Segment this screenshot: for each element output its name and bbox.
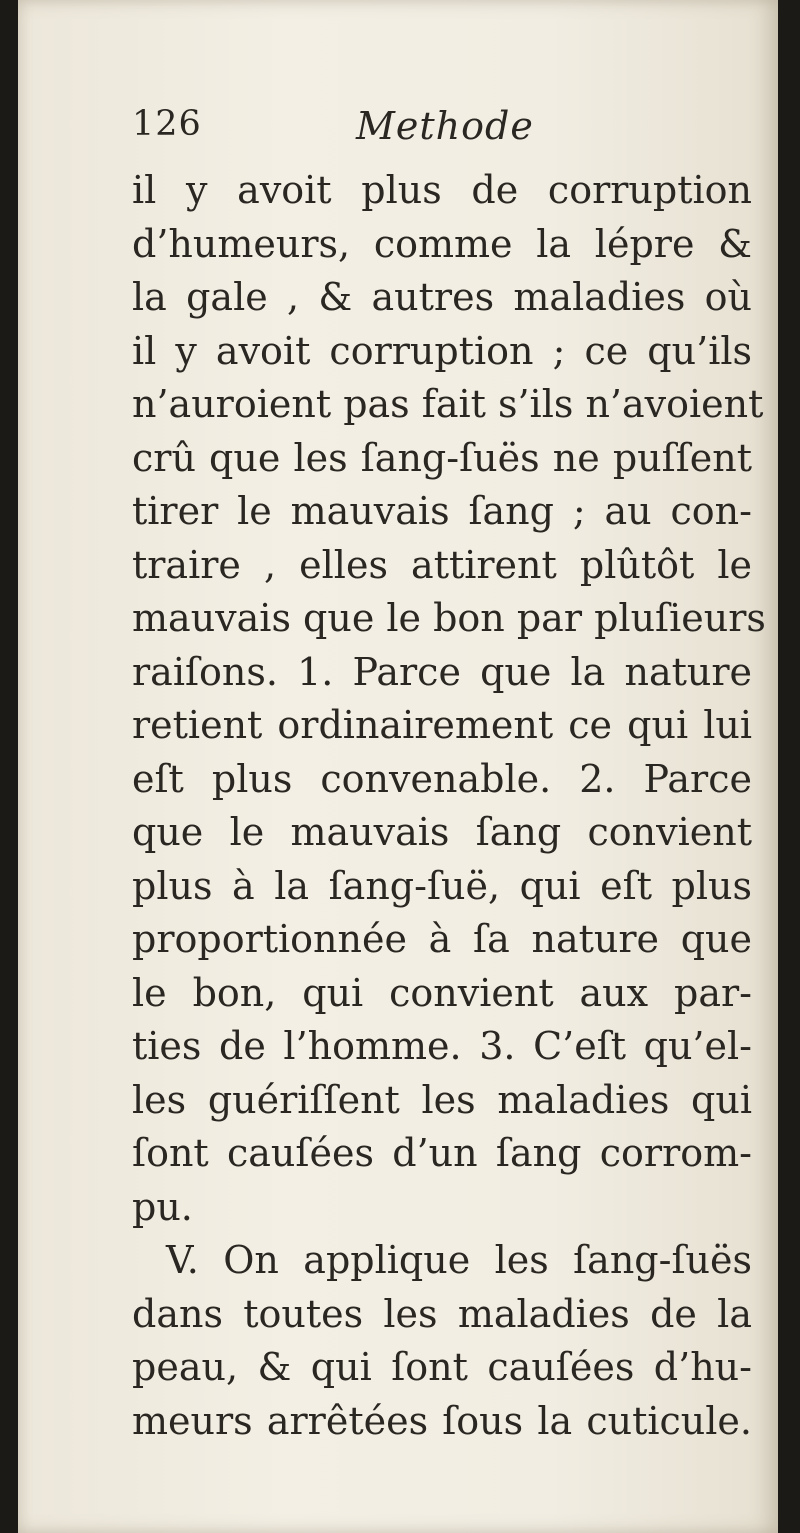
text-line: proportionnée à ſa nature que	[132, 917, 752, 961]
text-line: la gale , & autres maladies où	[132, 275, 752, 319]
text-line: pu.	[132, 1184, 193, 1229]
text-line: tirer le mauvais ſang ; au con-	[132, 489, 752, 533]
text-line: retient ordinairement ce qui lui	[132, 703, 752, 747]
text-line: peau, & qui ſont cauſées d’hu-	[132, 1345, 752, 1389]
running-title: Methode	[356, 104, 534, 148]
text-line: il y avoit corruption ; ce qu’ils	[132, 328, 752, 373]
text-line: ſont cauſées d’un ſang corrom-	[132, 1131, 752, 1175]
body-text	[132, 164, 766, 1448]
text-line: mauvais que le bon par pluſieurs	[132, 596, 766, 640]
text-line: ties de l’homme. 3. C’eſt qu’el-	[132, 1024, 752, 1068]
text-line: plus à la ſang-ſuë, qui eſt plus	[132, 863, 752, 908]
text-line: les guériſſent les maladies qui	[132, 1077, 752, 1122]
text-line: V. On applique les ſang-ſuës	[166, 1238, 752, 1282]
text-line: raiſons. 1. Parce que la nature	[132, 649, 752, 694]
text-line: dans toutes les maladies de la	[132, 1291, 752, 1336]
page-number: 126	[132, 104, 202, 144]
text-line: meurs arrêtées ſous la cuticule.	[132, 1398, 752, 1443]
text-line: il y avoit plus de corruption	[132, 168, 752, 212]
text-line: traire , elles attirent plûtôt le	[132, 542, 752, 587]
text-line: que le mauvais ſang convient	[132, 810, 752, 854]
page-header	[132, 104, 692, 154]
text-line: eſt plus convenable. 2. Parce	[132, 756, 752, 801]
text-line: d’humeurs, comme la lépre &	[132, 221, 752, 266]
book-page	[18, 0, 778, 1533]
text-line: crû que les ſang-ſuës ne puſſent	[132, 435, 752, 480]
text-line: n’auroient pas fait s’ils n’avoient	[132, 382, 764, 426]
text-line: le bon, qui convient aux par-	[132, 970, 752, 1015]
